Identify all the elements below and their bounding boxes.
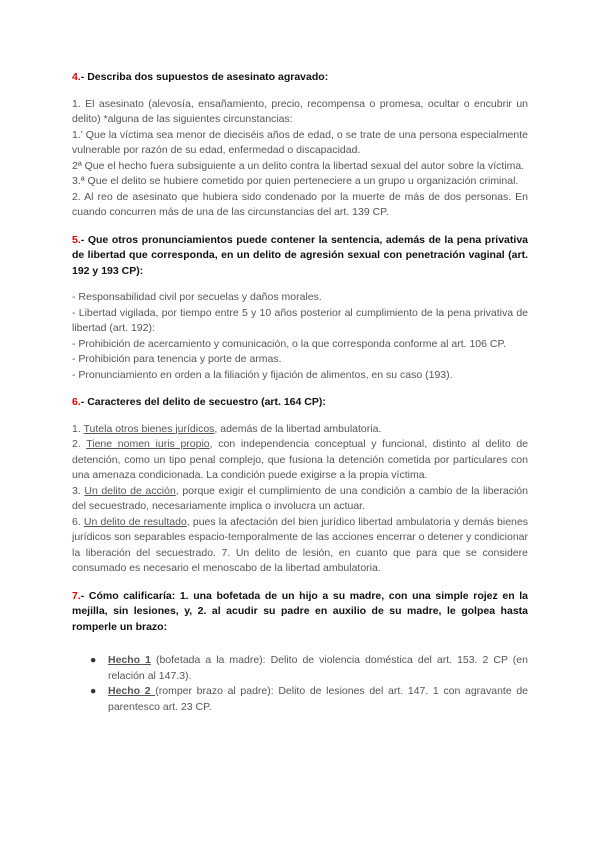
- item-text: (bofetada a la madre): Delito de violencia doméstica del art. 153. 2 CP (en relación al 147.3).: [108, 654, 528, 682]
- list-item: [90, 684, 528, 715]
- answer-line: - Pronunciamiento en orden a la filiación y fijación de alimentos, en su caso (193).: [72, 368, 453, 381]
- item-number: 1.: [72, 422, 84, 435]
- fact-label: Hecho 2: [108, 685, 156, 697]
- question-7-heading: [72, 589, 528, 636]
- bullet-icon: ●: [90, 654, 97, 666]
- answer-line: - Responsabilidad civil por secuelas y daños morales.: [72, 291, 322, 303]
- answer-line: [72, 484, 528, 515]
- question-number: 7.: [72, 589, 81, 602]
- answer-6: [72, 422, 528, 577]
- question-title: Caracteres del delito de secuestro (art. 164 CP):: [87, 396, 326, 408]
- item-text: , además de la libertad ambulatoria.: [214, 422, 382, 435]
- answer-line: - Libertad vigilada, por tiempo entre 5 y 10 años posterior al cumplimiento de la pena privativa de libertad (art. 192):: [72, 306, 528, 334]
- answer-line: 1. El asesinato (alevosía, ensañamiento, precio, recompensa o promesa, ocultar o encubrir un delito) *alguna de las siguientes circunstancias:: [72, 97, 528, 125]
- answer-line: 1.' Que la víctima sea menor de dieciséis años de edad, o se trate de una persona especialmente vulnerable por razón de su edad, enfermedad o discapacidad.: [72, 128, 528, 156]
- question-dash: -: [80, 589, 89, 602]
- item-text: , con independencia conceptual y funcional, distinto al delito de detención, como un tipo penal complejo, que fusiona la detención cometida por particulares con una amenaza condicionada. La condición puede exigirse a la propia víctima.: [72, 438, 529, 481]
- underlined-term: Un delito de acción: [84, 484, 176, 497]
- question-title: Describa dos supuestos de asesinato agravado:: [87, 71, 329, 83]
- list-item: [90, 653, 528, 684]
- answer-line: [72, 515, 528, 577]
- bullet-icon: ●: [90, 685, 97, 697]
- question-dash: -: [80, 233, 88, 246]
- answer-line: [72, 422, 528, 438]
- item-text: , pues la afectación del bien jurídico libertad ambulatoria y demás bienes jurídicos son separables espacio-temporalmente de las acciones encerrar o detener y condicionar la liberación del secuestrado. 7. Un delito de lesión, en cuanto que para que se considere consumado es necesario el menoscabo de la libertad ambulatoria.: [72, 515, 528, 574]
- document-page: [72, 70, 528, 715]
- item-number: 6.: [72, 515, 84, 528]
- answer-line: - Prohibición para tenencia y porte de armas.: [72, 353, 282, 365]
- item-number: 3.: [72, 484, 85, 497]
- item-text: , porque exigir el cumplimiento de una condición a cambio de la liberación del secuestrado, necesariamente implica o involucra un actuar.: [72, 484, 528, 512]
- question-4-heading: [72, 70, 528, 86]
- answer-line: - Prohibición de acercamiento y comunicación, o la que corresponda conforme al art. 106 CP.: [72, 337, 507, 350]
- question-6-heading: [72, 395, 528, 411]
- answer-5: [72, 290, 528, 383]
- question-number: 6.: [72, 396, 81, 408]
- question-dash: -: [80, 396, 88, 408]
- question-5-heading: [72, 233, 528, 280]
- answer-line: 2. Al reo de asesinato que hubiera sido condenado por la muerte de más de dos personas. En cuando concurren más de una de las circunstancias del art. 139 CP.: [72, 190, 528, 218]
- item-number: 2.: [72, 438, 87, 450]
- underlined-term: Tiene nomen iuris propio: [86, 438, 210, 450]
- answer-7-list: [72, 653, 528, 715]
- answer-line: 2ª Que el hecho fuera subsiguiente a un delito contra la libertad sexual del autor sobre la víctima.: [72, 159, 525, 172]
- answer-4: [72, 97, 528, 221]
- item-text: (romper brazo al padre): Delito de lesiones del art. 147. 1 con agravante de parentesco art. 23 CP.: [108, 685, 529, 713]
- answer-line: [72, 437, 528, 484]
- fact-label: Hecho 1: [108, 654, 151, 666]
- question-number: 5.: [72, 233, 81, 246]
- question-number: 4.: [72, 71, 81, 83]
- question-title: Que otros pronunciamientos puede contener la sentencia, además de la pena privativa de libertad que corresponda, en un delito de agresión sexual con penetración vaginal (art. 192 y 193 CP):: [72, 233, 528, 277]
- question-title: Cómo calificaría: 1. una bofetada de un hijo a su madre, con una simple rojez en la mejilla, sin lesiones, y, 2. al acudir su padre en auxilio de su madre, le golpea hasta romperle un brazo:: [72, 589, 528, 633]
- answer-line: 3.ª Que el delito se hubiere cometido por quien perteneciere a un grupo u organización criminal.: [72, 175, 519, 187]
- question-dash: -: [80, 71, 88, 83]
- underlined-term: Un delito de resultado: [83, 515, 187, 528]
- underlined-term: Tutela otros bienes jurídicos: [83, 422, 215, 435]
